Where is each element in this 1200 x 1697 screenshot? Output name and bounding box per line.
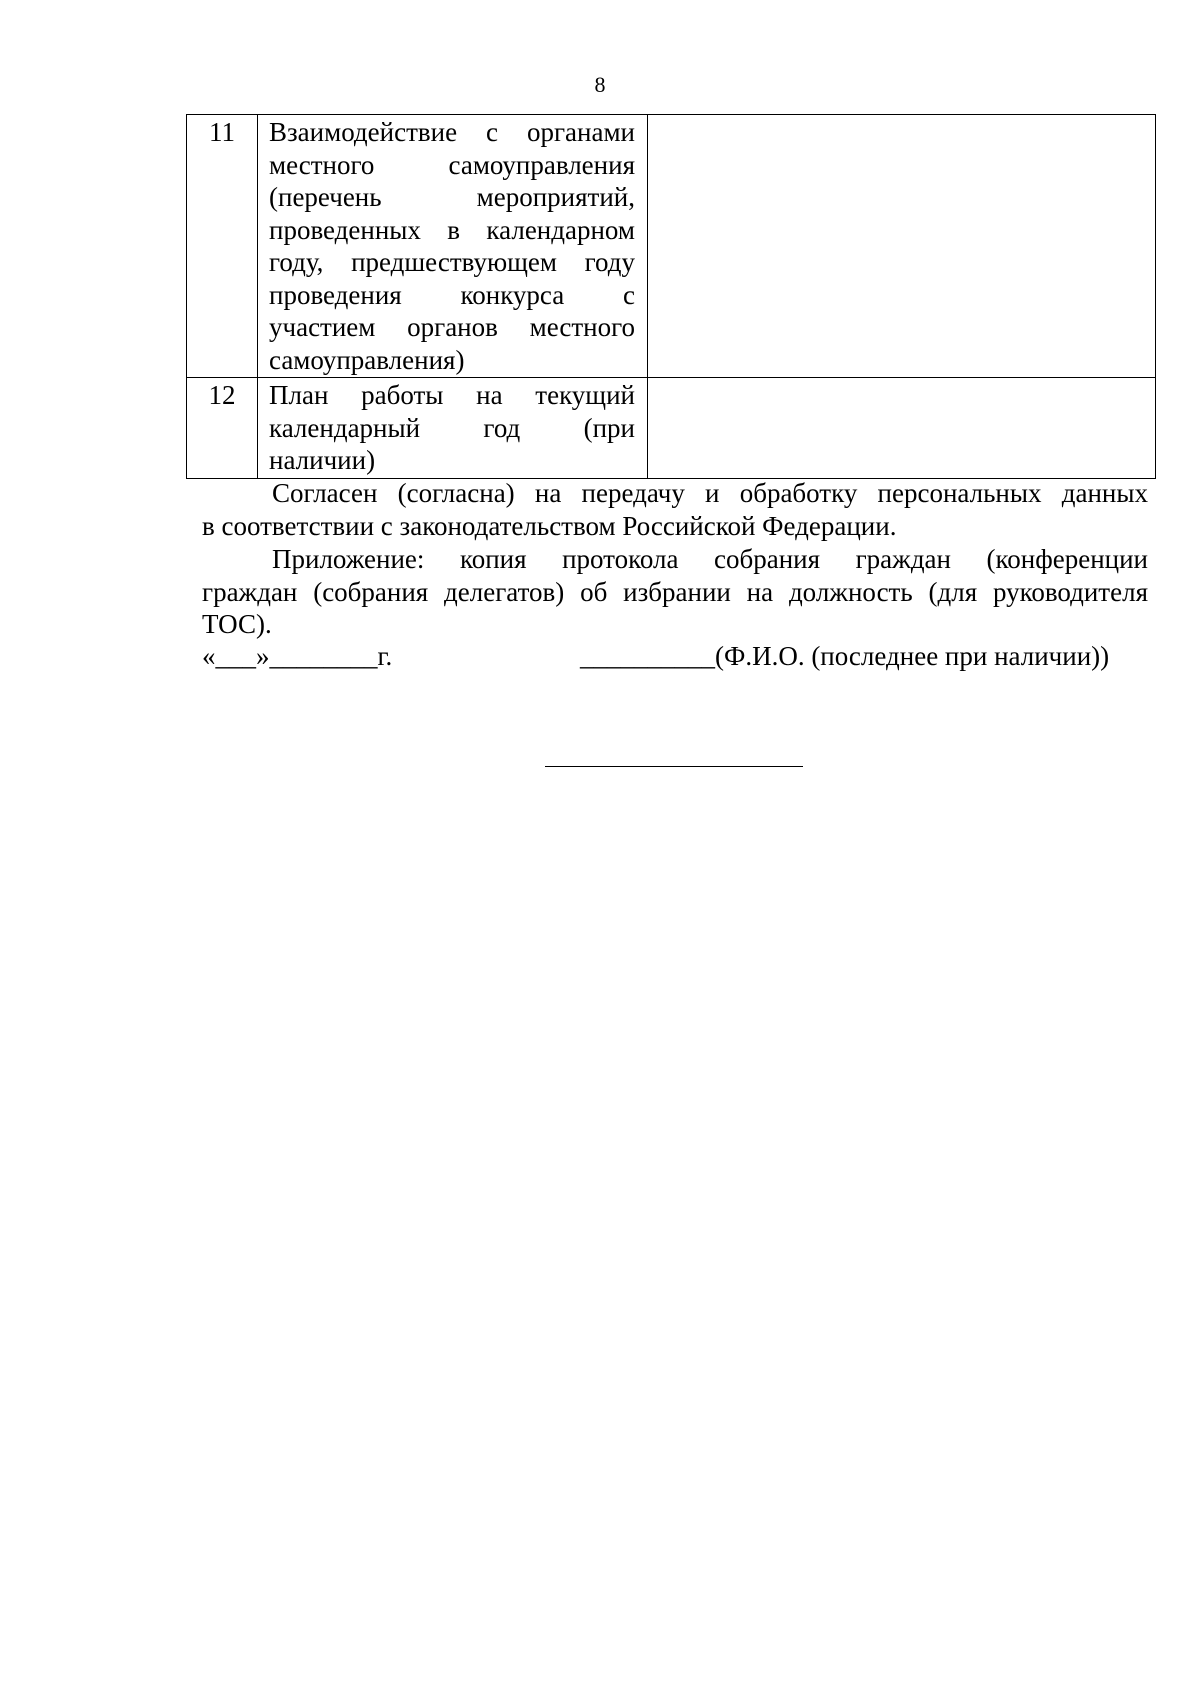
end-divider	[545, 766, 803, 767]
desc-line: проведенных в календарном	[269, 214, 635, 245]
row-number: 11	[187, 115, 258, 378]
appendix-line: Приложение: копия протокола собрания граждан (конференции	[272, 544, 1148, 574]
desc-line: План работы на текущий	[269, 380, 635, 410]
desc-line: (перечень мероприятий,	[269, 182, 635, 212]
appendix-line: ТОС).	[202, 609, 272, 639]
desc-line: самоуправления)	[269, 344, 465, 375]
desc-line: календарный год (при	[269, 412, 635, 443]
signature-name: __________(Ф.И.О. (последнее при наличии))	[580, 641, 1110, 671]
row-value	[648, 378, 1156, 479]
desc-line: участием органов местного	[269, 312, 635, 342]
page-number: 8	[594, 72, 606, 97]
data-table	[186, 114, 1156, 479]
desc-line: проведения конкурса с	[269, 279, 635, 310]
desc-line: году, предшествующем году	[269, 247, 635, 277]
signature-date: «___»________г.	[202, 641, 393, 671]
row-description	[258, 115, 648, 378]
signature-row	[202, 640, 1148, 674]
table-row	[187, 378, 1156, 479]
row-value	[648, 115, 1156, 378]
row-description	[258, 378, 648, 479]
consent-paragraph	[202, 477, 1148, 542]
desc-line: наличии)	[269, 445, 376, 475]
appendix-line: граждан (собрания делегатов) об избрании на должность (для руководителя	[202, 576, 1148, 607]
appendix-paragraph	[202, 543, 1148, 641]
consent-line: Согласен (согласна) на передачу и обработку персональных данных	[272, 478, 1148, 508]
row-number: 12	[187, 378, 258, 479]
desc-line: Взаимодействие с органами	[269, 117, 635, 147]
desc-line: местного самоуправления	[269, 149, 635, 180]
table-row	[187, 115, 1156, 378]
consent-line: в соответствии с законодательством Российской Федерации.	[202, 510, 897, 541]
